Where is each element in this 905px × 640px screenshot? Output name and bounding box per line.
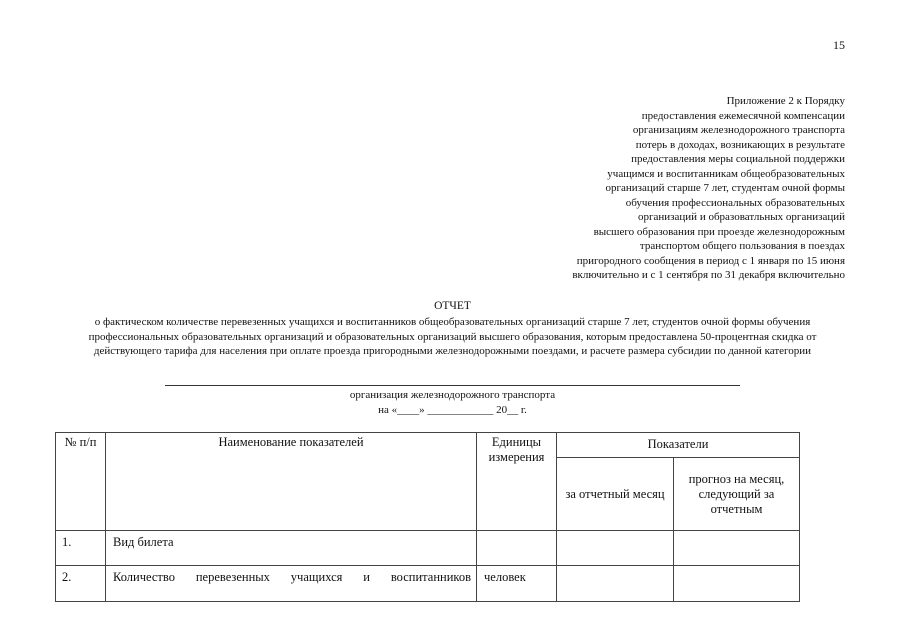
row-unit: человек: [477, 566, 557, 602]
appendix-line: потерь в доходах, возникающих в результате: [635, 138, 845, 151]
header-forecast: прогноз на месяц, следующий за отчетным: [674, 458, 800, 531]
row-name: Количество перевезенных учащихся и воспитанников: [106, 566, 477, 602]
row-number: 1.: [56, 531, 106, 566]
row-forecast-value: [674, 566, 800, 602]
header-unit: Единицы измерения: [477, 433, 557, 531]
header-indicators: Показатели: [557, 433, 800, 458]
appendix-line: предоставления ежемесячной компенсации: [641, 109, 845, 122]
table-header-row: [56, 433, 800, 458]
report-description: о фактическом количестве перевезенных учащихся и воспитанников общеобразовательных организаций старше 7 лет, студентов очной формы обучения профессиональных образовательных организаций и образовательных организаций высшего образования, которым предоставлена 50-процентная скидка от действующего тарифа для населения при оплате проезда пригородными железнодорожными поездами, и расчете размера субсидии по данной категории: [88, 316, 817, 357]
row-number: 2.: [56, 566, 106, 602]
report-date-line: на «____» ____________ 20__ г.: [378, 404, 527, 416]
appendix-line: предоставления меры социальной поддержки: [631, 153, 845, 165]
appendix-line: организаций старше 7 лет, студентам очной формы: [605, 182, 845, 194]
report-title: ОТЧЕТ: [434, 300, 471, 312]
appendix-line: организаций и образоватльных организаций: [638, 211, 845, 223]
organization-underline: [165, 385, 740, 386]
row-reporting-value: [557, 566, 674, 602]
header-number: № п/п: [56, 433, 106, 531]
page-number: 15: [833, 38, 845, 52]
row-name: Вид билета: [106, 531, 477, 566]
appendix-line: включительно и с 1 сентября по 31 декабря включительно: [572, 269, 845, 281]
header-reporting-month: за отчетный месяц: [557, 458, 674, 531]
appendix-line: пригородного сообщения в период с 1 января по 15 июня: [576, 254, 845, 267]
organization-label: организация железнодорожного транспорта: [349, 389, 556, 401]
appendix-line: организациям железнодорожного транспорта: [632, 124, 845, 136]
report-table: [55, 432, 800, 602]
appendix-line: высшего образования при проезде железнодорожным: [593, 225, 845, 238]
table-row: [56, 531, 800, 566]
appendix-block: [485, 94, 845, 283]
row-forecast-value: [674, 531, 800, 566]
appendix-line: транспортом общего пользования в поездах: [639, 240, 845, 252]
appendix-line: Приложение 2 к Порядку: [726, 95, 845, 107]
appendix-line: учащимся и воспитанникам общеобразовательных: [607, 167, 845, 180]
row-unit: [477, 531, 557, 566]
row-reporting-value: [557, 531, 674, 566]
header-name: Наименование показателей: [106, 433, 477, 531]
appendix-line: обучения профессиональных образовательных: [625, 196, 845, 209]
table-row: [56, 566, 800, 602]
